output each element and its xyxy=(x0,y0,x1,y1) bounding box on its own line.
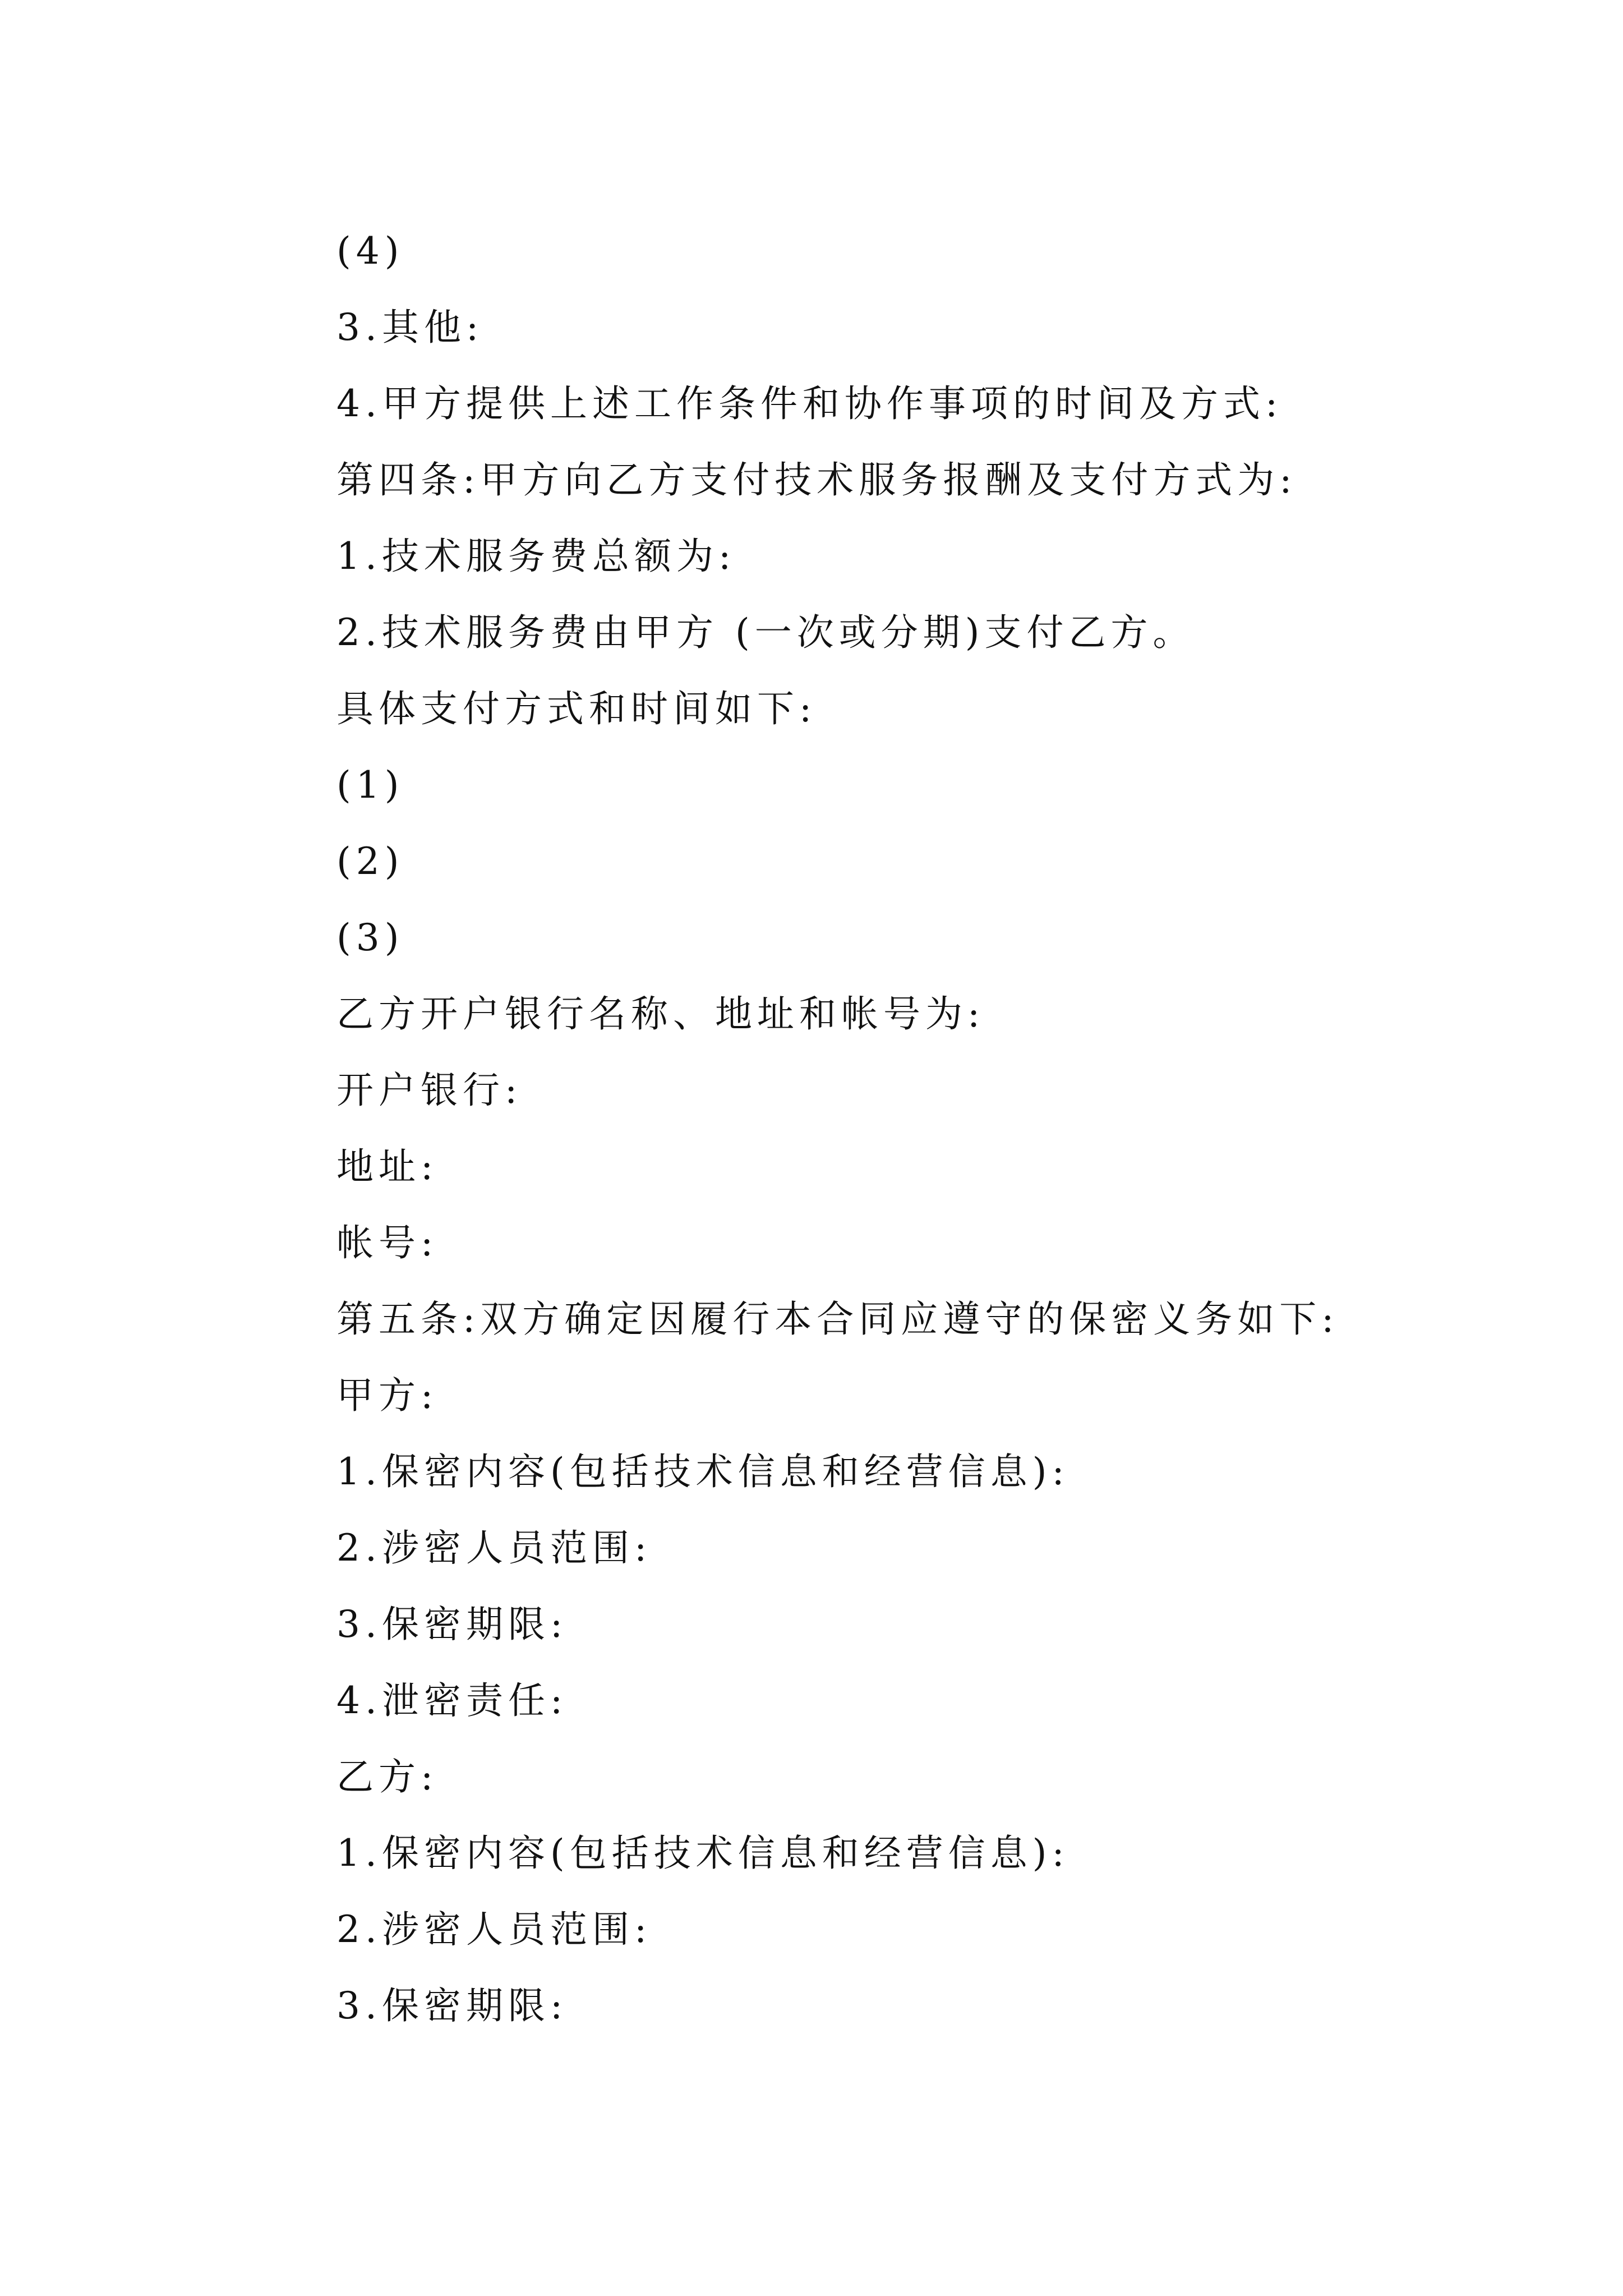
clause-3-other: 3.其他: xyxy=(336,306,484,349)
bank-info-intro: 乙方开户银行名称、地址和帐号为: xyxy=(336,992,985,1036)
article-4-heading: 第四条:甲方向乙方支付技术服务报酬及支付方式为: xyxy=(336,458,1297,501)
item-4-label: (4) xyxy=(336,229,404,273)
bank-name-label: 开户银行: xyxy=(336,1069,523,1112)
document-body xyxy=(336,213,1458,2044)
payment-item-1: (1) xyxy=(336,763,404,807)
payment-item-3: (3) xyxy=(336,916,404,959)
party-b-confidential-content: 1.保密内容(包括技术信息和经营信息): xyxy=(336,1832,1069,1875)
party-a-leak-liability: 4.泄密责任: xyxy=(336,1679,568,1722)
service-fee-payment: 2.技术服务费由甲方 (一次或分期)支付乙方。 xyxy=(336,611,1195,654)
clause-4-time-method: 4.甲方提供上述工作条件和协作事项的时间及方式: xyxy=(336,382,1283,425)
payment-details-intro: 具体支付方式和时间如下: xyxy=(336,687,817,730)
service-fee-total: 1.技术服务费总额为: xyxy=(336,535,736,578)
party-a-confidential-period: 3.保密期限: xyxy=(336,1603,568,1646)
bank-address-label: 地址: xyxy=(336,1145,439,1188)
article-5-heading: 第五条:双方确定因履行本合同应遵守的保密义务如下: xyxy=(336,1297,1339,1341)
bank-account-label: 帐号: xyxy=(336,1221,439,1264)
party-b-personnel-scope: 2.涉密人员范围: xyxy=(336,1908,652,1951)
party-a-label: 甲方: xyxy=(336,1374,439,1417)
payment-item-2: (2) xyxy=(336,840,404,883)
party-a-confidential-content: 1.保密内容(包括技术信息和经营信息): xyxy=(336,1450,1069,1493)
party-b-label: 乙方: xyxy=(336,1755,439,1798)
party-b-confidential-period: 3.保密期限: xyxy=(336,1984,568,2027)
party-a-personnel-scope: 2.涉密人员范围: xyxy=(336,1526,652,1570)
